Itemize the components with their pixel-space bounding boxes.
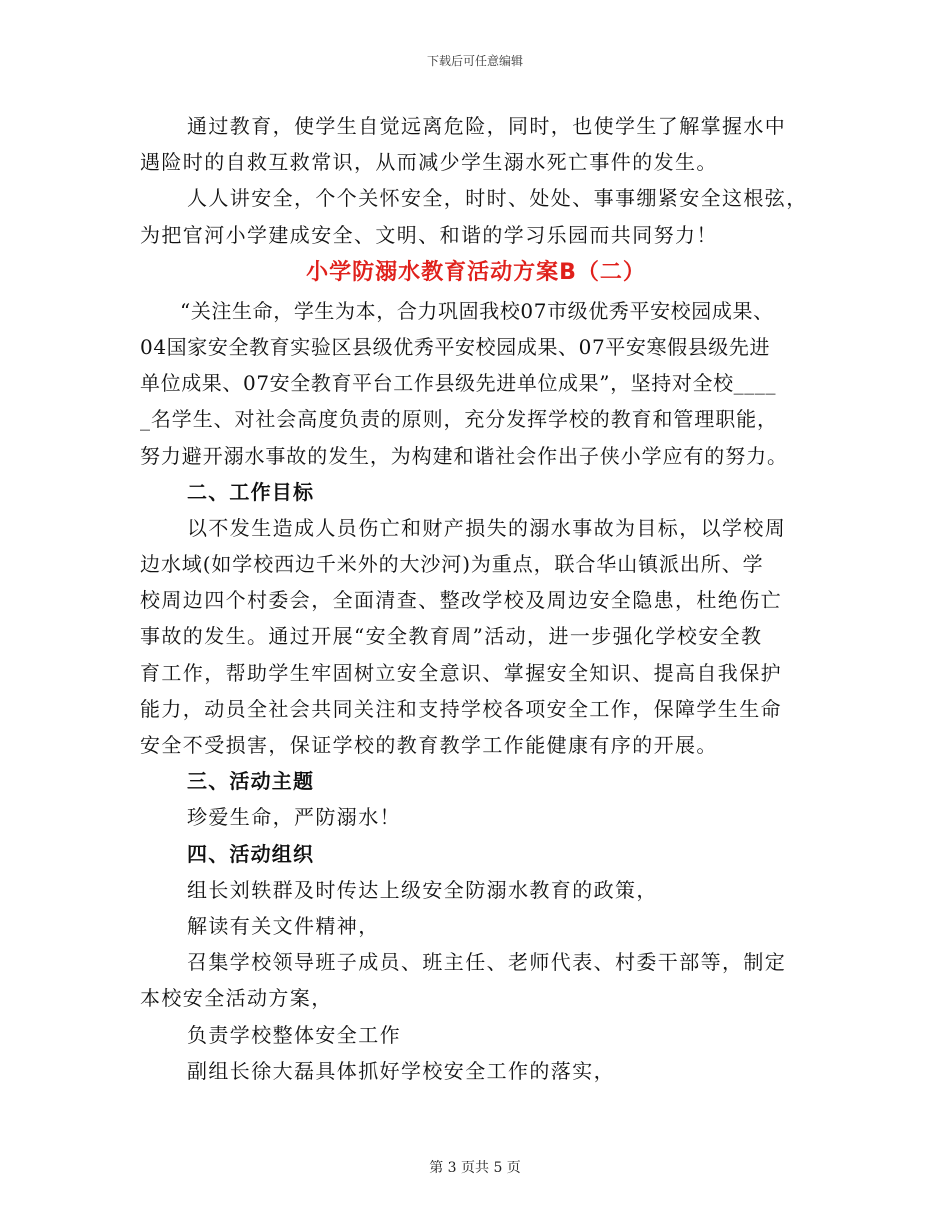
paragraph-line: 遇险时的自救互救常识，从而减少学生溺水死亡事件的发生。 (140, 150, 718, 175)
paragraph-line: 解读有关文件精神， (187, 913, 380, 938)
paragraph-line: 人人讲安全，个个关怀安全，时时、处处、事事绷紧安全这根弦， (187, 186, 808, 211)
paragraph-line: 努力避开溺水事故的发生，为构建和谐社会作出子侠小学应有的努力。 (140, 443, 788, 468)
paragraph-line: 珍爱生命，严防溺水！ (187, 805, 401, 830)
paragraph-line: “关注生命，学生为本，合力巩固我校07市级优秀平安校园成果、 (180, 298, 774, 323)
paragraph-line: 04国家安全教育实验区县级优秀平安校园成果、07平安寒假县级先进 (140, 334, 771, 359)
paragraph-line: 单位成果、07安全教育平台工作县级先进单位成果”，坚持对全校____ (140, 371, 777, 396)
heading-activity-organization: 四、活动组织 (187, 841, 315, 866)
paragraph-line: 边水域(如学校西边千米外的大沙河)为重点，联合华山镇派出所、学 (140, 552, 764, 577)
heading-activity-theme: 三、活动主题 (187, 769, 315, 794)
paragraph-line: 校周边四个村委会，全面清查、整改学校及周边安全隐患，杜绝伤亡 (140, 588, 782, 613)
paragraph-line: 以不发生造成人员伤亡和财产损失的溺水事故为目标，以学校周 (187, 515, 787, 540)
paragraph-line: 安全不受损害，保证学校的教育教学工作能健康有序的开展。 (140, 733, 718, 757)
paragraph-line: 能力，动员全社会共同关注和支持学校各项安全工作，保障学生生命 (140, 696, 782, 721)
page-footer: 第 3 页共 5 页 (429, 1160, 521, 1176)
paragraph-line: 召集学校领导班子成员、班主任、老师代表、村委干部等，制定 (187, 950, 787, 975)
paragraph-line: 为把官河小学建成安全、文明、和谐的学习乐园而共同努力！ (140, 222, 718, 247)
page-header: 下载后可任意编辑 (426, 54, 523, 68)
paragraph-line: 本校安全活动方案， (140, 986, 333, 1011)
paragraph-line: 通过教育，使学生自觉远离危险，同时，也使学生了解掌握水中 (187, 114, 787, 138)
section-title: 小学防溺水教育活动方案B（二） (306, 259, 646, 285)
paragraph-line: 负责学校整体安全工作 (187, 1022, 401, 1047)
paragraph-line: _名学生、对社会高度负责的原则，充分发挥学校的教育和管理职能， (140, 407, 778, 432)
paragraph-line: 组长刘轶群及时传达上级安全防溺水教育的政策， (187, 877, 658, 902)
heading-work-goal: 二、工作目标 (187, 479, 315, 504)
paragraph-line: 事故的发生。通过开展“安全教育周”活动，进一步强化学校安全教 (140, 624, 763, 649)
document-body (140, 108, 812, 1089)
paragraph-line: 育工作，帮助学生牢固树立安全意识、掌握安全知识、提高自我保护 (140, 660, 782, 685)
paragraph-line: 副组长徐大磊具体抓好学校安全工作的落实， (187, 1058, 615, 1083)
